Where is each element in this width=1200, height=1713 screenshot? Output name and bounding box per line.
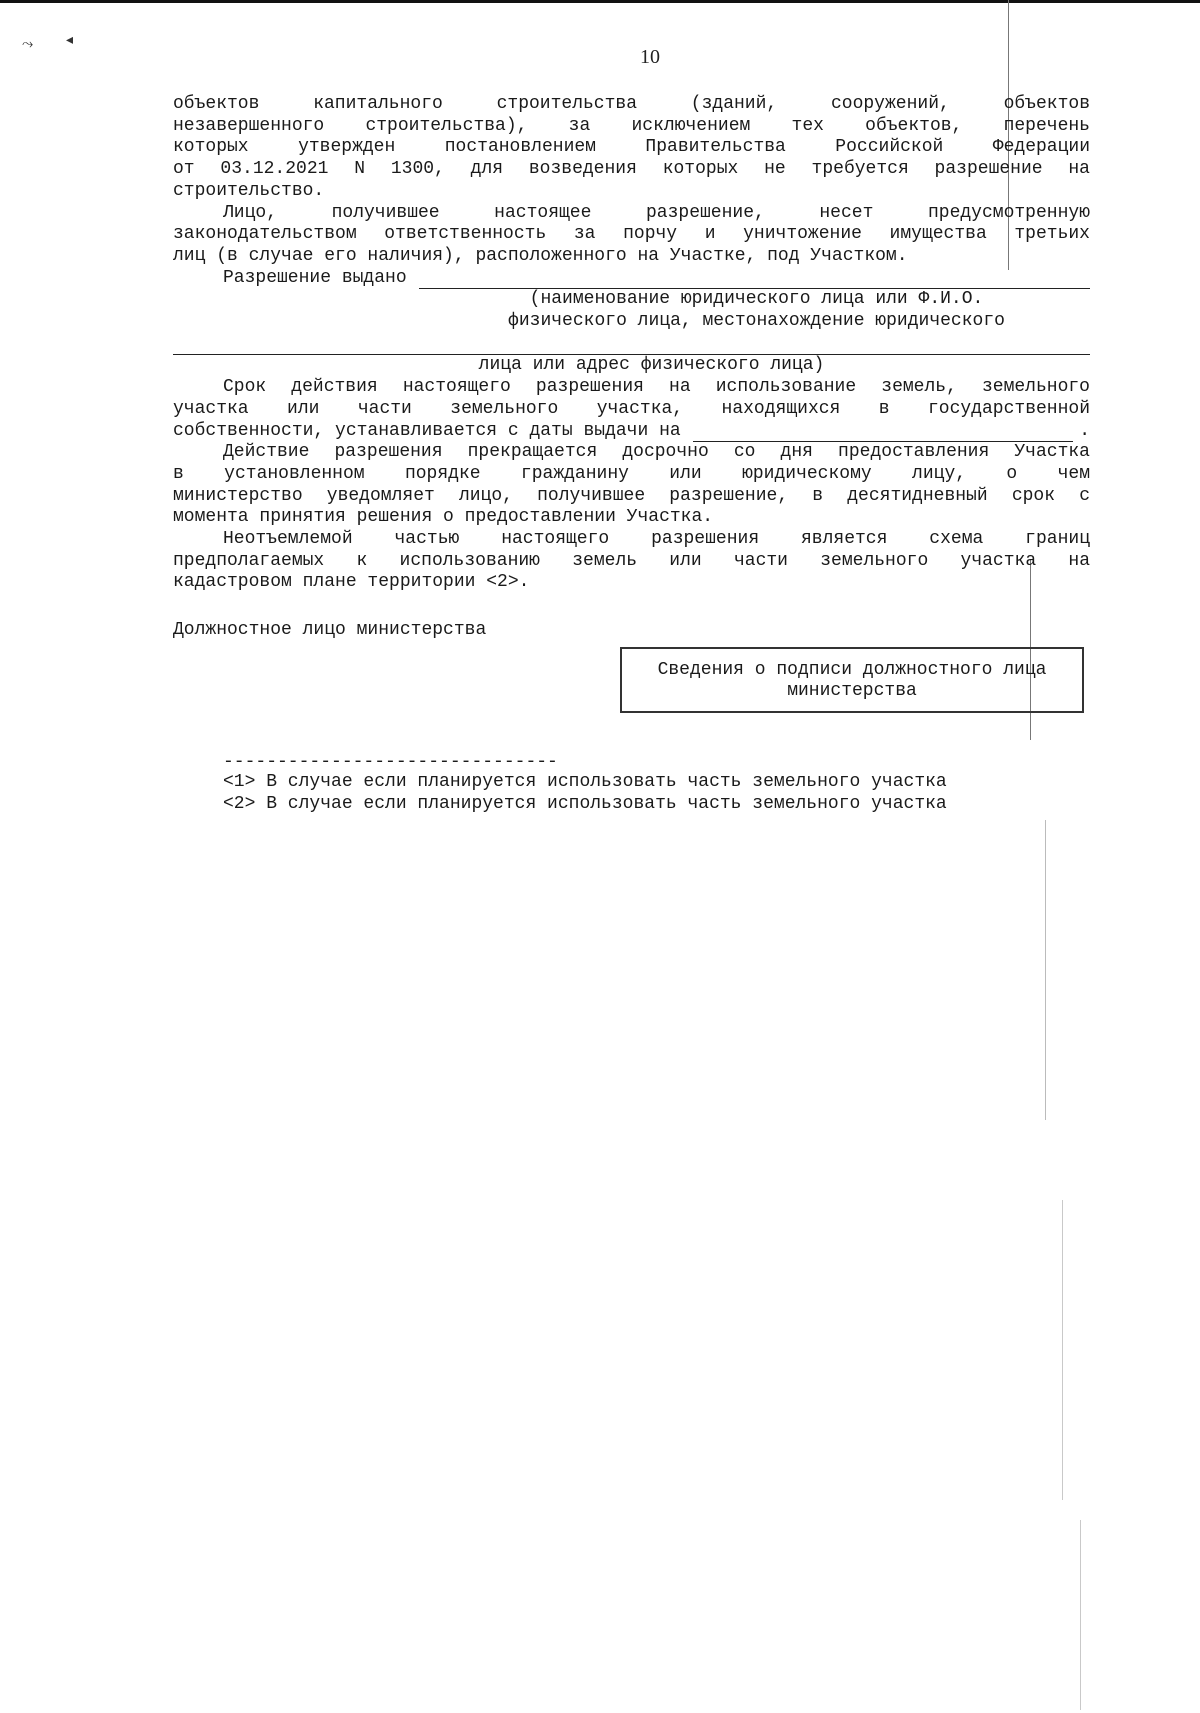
footnote-1: <1> В случае если планируется использовать часть земельного участка bbox=[223, 772, 947, 792]
signature-box-line: Сведения о подписи должностного лица bbox=[657, 660, 1047, 680]
text-line: законодательством ответственность за порчу и уничтожение имущества третьих bbox=[173, 224, 1090, 245]
scan-top-edge bbox=[0, 0, 1200, 3]
signature-info-box bbox=[620, 647, 1084, 713]
issued-to-blank[interactable] bbox=[419, 272, 1090, 289]
scan-mark-icon: ◂ bbox=[66, 32, 74, 48]
caption-line: физического лица, местонахождение юридического bbox=[508, 311, 1005, 332]
issued-to-block bbox=[173, 268, 1090, 378]
page-number: 10 bbox=[640, 46, 660, 68]
term-blank[interactable] bbox=[693, 425, 1074, 442]
official-label: Должностное лицо министерства bbox=[173, 620, 487, 640]
text-line: в установленном порядке гражданину или юридическому лицу, о чем bbox=[173, 463, 1090, 484]
paragraph-term bbox=[173, 377, 1090, 442]
text-line: кадастровом плане территории <2>. bbox=[173, 572, 530, 593]
text-line: незавершенного строительства), за исключением тех объектов, перечень bbox=[173, 115, 1090, 136]
text-line: лиц (в случае его наличия), расположенного на Участке, под Участком. bbox=[173, 245, 908, 266]
paragraph-liability bbox=[173, 203, 1090, 268]
text-line: объектов капитального строительства (зданий, сооружений, объектов bbox=[173, 94, 1090, 114]
text-line: строительство. bbox=[173, 180, 325, 201]
paragraph-scheme bbox=[173, 529, 1090, 594]
text-line: участка или части земельного участка, находящихся в государственной bbox=[173, 398, 1090, 419]
footnote-2: <2> В случае если планируется использовать часть земельного участка bbox=[223, 794, 947, 814]
issued-label: Разрешение выдано bbox=[223, 267, 407, 288]
paragraph-termination bbox=[173, 442, 1090, 529]
scan-artifact-line bbox=[1062, 1200, 1063, 1500]
document-body bbox=[173, 94, 1090, 594]
caption-line: лица или адрес физического лица) bbox=[478, 355, 825, 376]
text-line: от 03.12.2021 N 1300, для возведения которых не требуется разрешение на bbox=[173, 159, 1090, 180]
text-line: министерство уведомляет лицо, получившее разрешение, в десятидневный срок с bbox=[173, 485, 1090, 506]
scan-artifact-line bbox=[1045, 820, 1046, 1120]
signature-box-line: министерства bbox=[787, 681, 917, 701]
text-line: собственности, устанавливается с даты выдачи на bbox=[173, 420, 681, 441]
scan-artifact-line bbox=[1080, 1520, 1081, 1710]
text-line: Срок действия настоящего разрешения на использование земель, земельного bbox=[223, 377, 1090, 398]
caption-line: (наименование юридического лица или Ф.И.О. bbox=[529, 289, 984, 310]
text-line: момента принятия решения о предоставлении Участка. bbox=[173, 507, 714, 528]
footnote-separator: ------------------------------- bbox=[223, 752, 558, 772]
text-line: Лицо, получившее настоящее разрешение, несет предусмотренную bbox=[223, 202, 1090, 223]
text-line: предполагаемых к использованию земель или части земельного участка на bbox=[173, 550, 1090, 571]
scan-mark-icon: ⤳ bbox=[22, 36, 34, 52]
paragraph-exclusions bbox=[173, 94, 1090, 203]
term-end-punct: . bbox=[1079, 420, 1090, 441]
issued-to-blank-2[interactable] bbox=[173, 333, 1090, 356]
text-line: Неотъемлемой частью настоящего разрешения является схема границ bbox=[223, 529, 1090, 550]
text-line: которых утвержден постановлением Правительства Российской Федерации bbox=[173, 137, 1090, 158]
text-line: Действие разрешения прекращается досрочно со дня предоставления Участка bbox=[223, 442, 1090, 463]
